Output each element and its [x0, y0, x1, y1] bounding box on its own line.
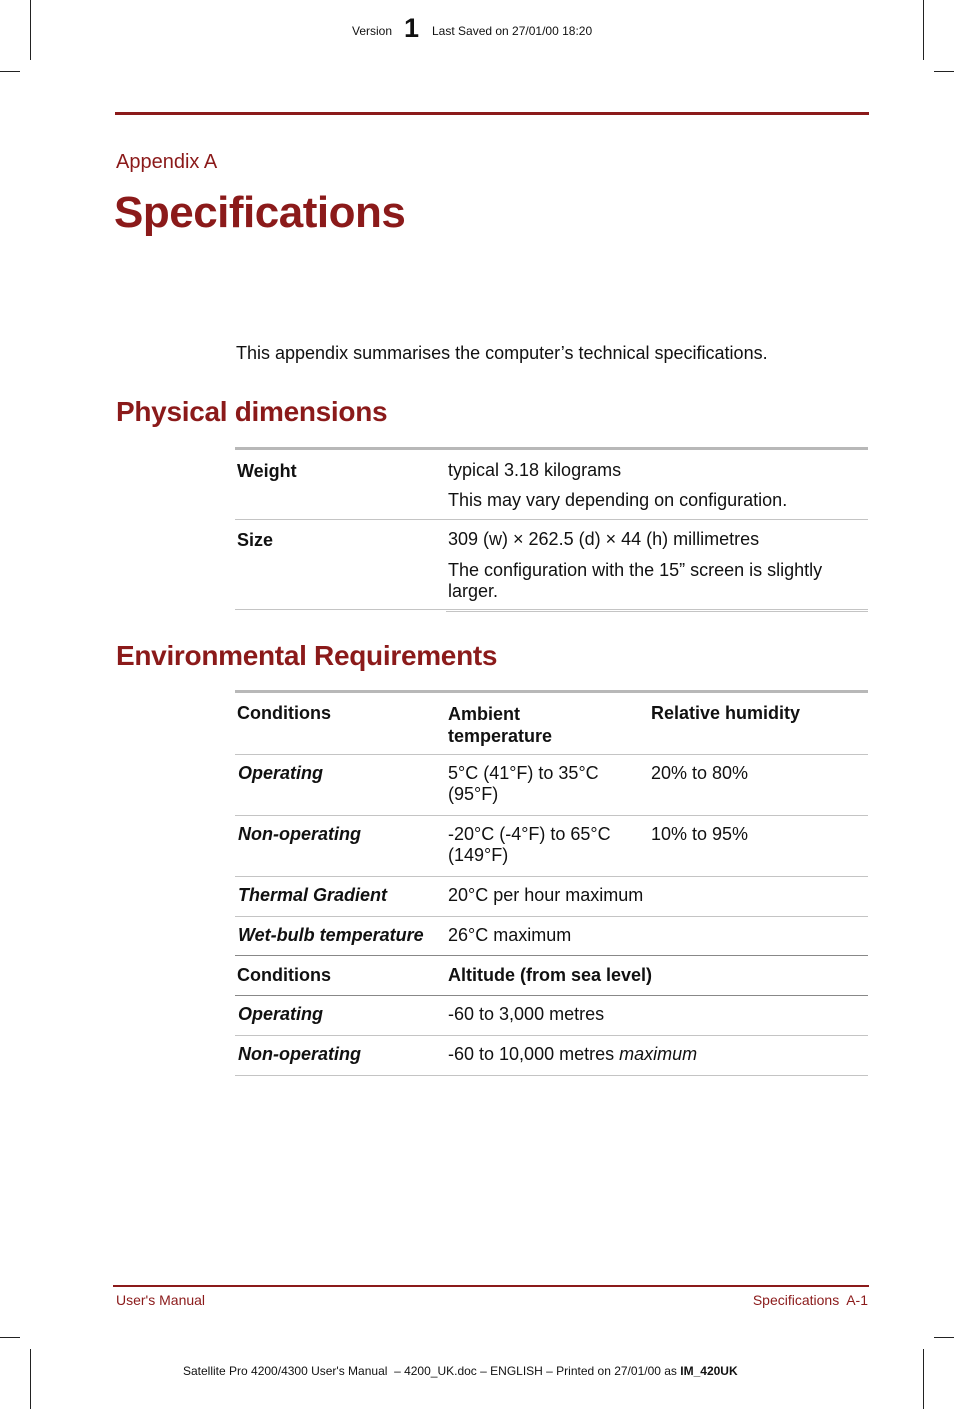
row-value — [448, 1044, 697, 1065]
row-label: Weight — [237, 461, 297, 481]
row-temperature: 5°C (41°F) to 35°C (95°F) — [448, 763, 599, 804]
crop-mark — [934, 71, 954, 72]
print-info-text: Satellite Pro 4200/4300 User's Manual – 4200_UK.doc – ENGLISH – Printed on 27/01/00 as — [183, 1364, 681, 1378]
table-top-rule — [235, 690, 868, 693]
crop-mark — [0, 71, 20, 72]
crop-mark — [923, 1349, 924, 1409]
intro-paragraph: This appendix summarises the computer’s technical specifications. — [236, 343, 768, 363]
top-rule — [115, 112, 869, 115]
row-divider — [235, 754, 868, 755]
appendix-label: Appendix A — [116, 151, 218, 173]
row-temperature: -20°C (-4°F) to 65°C (149°F) — [448, 824, 611, 865]
page-title: Specifications — [114, 188, 406, 237]
row-divider — [235, 916, 868, 917]
value-suffix: maximum — [619, 1044, 698, 1064]
row-value: 20°C per hour maximum — [448, 885, 644, 905]
physical-table — [235, 447, 868, 612]
row-label: Thermal Gradient — [238, 885, 388, 905]
row-divider — [235, 815, 868, 816]
crop-mark — [934, 1337, 954, 1338]
footer-print-info — [183, 1364, 738, 1378]
col-header-altitude: Altitude (from sea level) — [448, 965, 653, 985]
footer-manual-title: User's Manual — [116, 1292, 206, 1308]
version-number: 1 — [404, 13, 420, 43]
row-humidity: 20% to 80% — [651, 763, 749, 783]
table-bottom-rule — [235, 609, 868, 610]
row-divider — [235, 995, 868, 996]
row-label: Operating — [238, 763, 324, 783]
table-row — [235, 520, 868, 612]
crop-mark — [30, 1349, 31, 1409]
crop-mark — [30, 0, 31, 60]
row-label: Operating — [238, 1004, 324, 1024]
table-row — [235, 449, 868, 520]
bottom-rule — [113, 1285, 869, 1287]
row-divider — [235, 876, 868, 877]
section-heading-physical: Physical dimensions — [116, 396, 388, 427]
row-divider — [235, 955, 868, 956]
row-value — [446, 520, 868, 612]
row-label: Non-operating — [238, 824, 361, 844]
col-header-conditions: Conditions — [237, 965, 331, 985]
col-header-temperature: Ambient temperature — [448, 704, 553, 746]
value-line: 309 (w) × 262.5 (d) × 44 (h) millimetres — [448, 529, 760, 549]
crop-mark — [923, 0, 924, 60]
print-code: IM_420UK — [680, 1364, 738, 1378]
version-label: Version — [352, 24, 393, 38]
col-header-humidity: Relative humidity — [651, 703, 801, 723]
row-label: Wet-bulb temperature — [238, 925, 424, 945]
section-heading-environmental: Environmental Requirements — [116, 640, 498, 671]
last-saved: Last Saved on 27/01/00 18:20 — [432, 24, 593, 38]
row-value: -60 to 3,000 metres — [448, 1004, 605, 1024]
table-bottom-rule — [235, 1075, 868, 1076]
row-label: Non-operating — [238, 1044, 361, 1064]
col-header-conditions: Conditions — [237, 703, 331, 723]
row-divider — [235, 1035, 868, 1036]
footer-page-number: Specifications A-1 — [752, 1292, 868, 1308]
value-note: This may vary depending on configuration. — [448, 490, 788, 510]
row-value: 26°C maximum — [448, 925, 572, 945]
value-line: typical 3.18 kilograms — [448, 460, 622, 480]
row-humidity: 10% to 95% — [651, 824, 749, 844]
value-note: The configuration with the 15” screen is slightly larger. — [448, 560, 823, 601]
crop-mark — [0, 1337, 20, 1338]
row-value — [446, 449, 868, 520]
value-text: -60 to 10,000 metres — [448, 1044, 620, 1064]
row-label: Size — [235, 520, 446, 612]
